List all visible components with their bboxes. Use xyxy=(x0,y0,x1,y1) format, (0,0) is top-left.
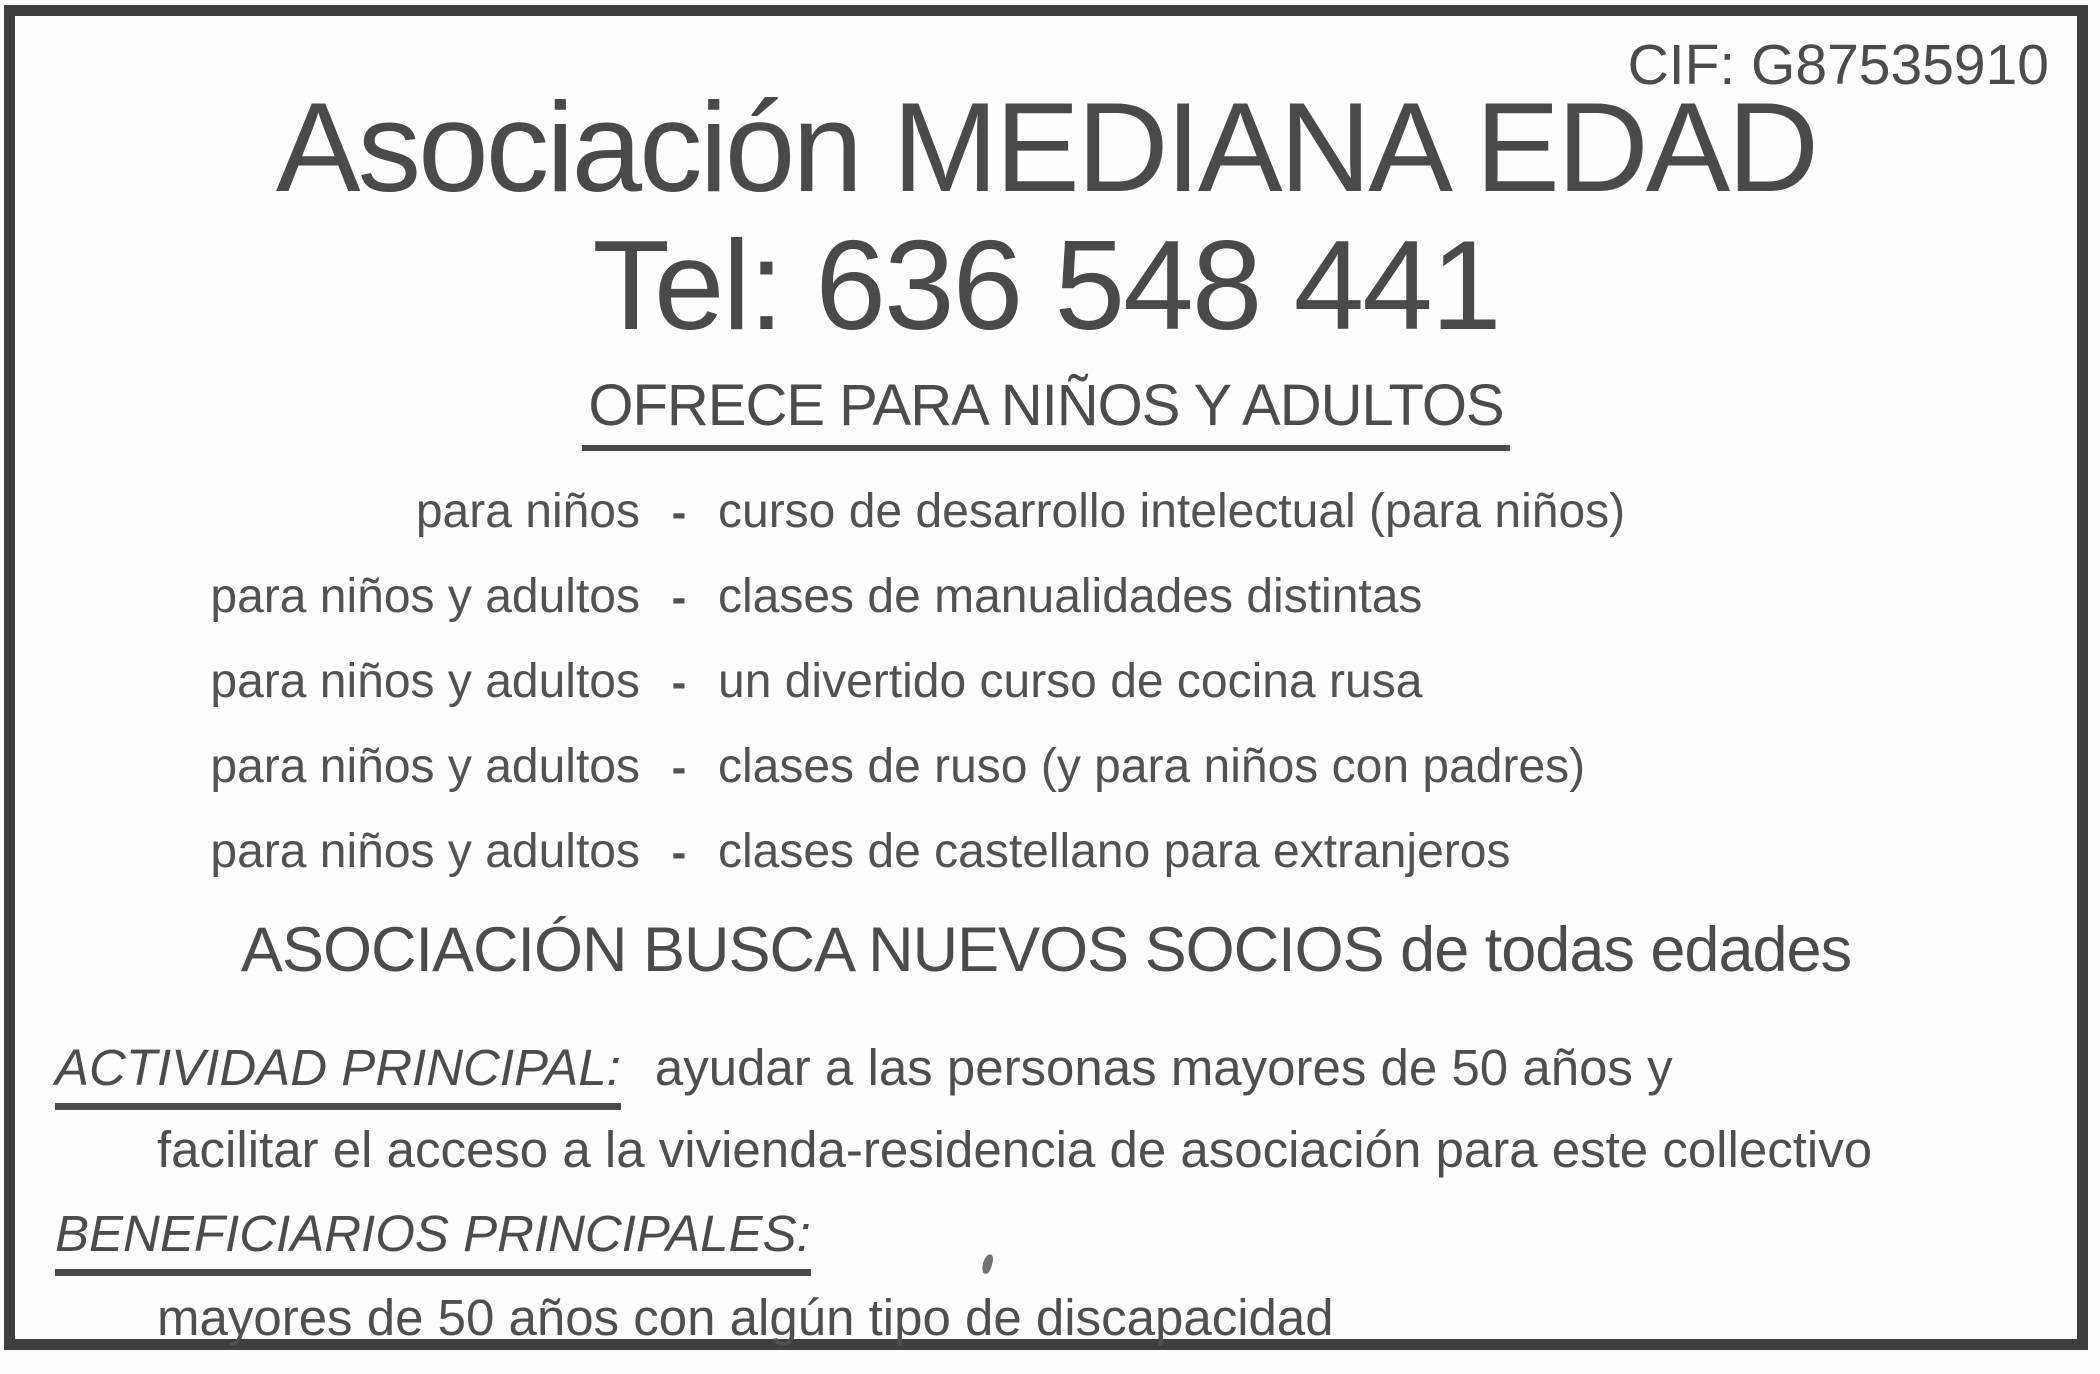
phone-number: Tel: 636 548 441 xyxy=(592,214,1500,356)
offer-activity: clases de castellano para extranjeros xyxy=(718,825,1511,878)
offers-heading-wrap xyxy=(15,372,2077,451)
offer-separator: - xyxy=(671,658,687,707)
main-activity-label: ACTIVIDAD PRINCIPAL: xyxy=(55,1039,621,1110)
offer-activity: curso de desarrollo intelectual (para niños) xyxy=(718,485,1626,538)
offer-separator: - xyxy=(671,488,687,537)
offer-separator: - xyxy=(671,573,687,622)
offer-activity: clases de manualidades distintas xyxy=(718,570,1423,623)
offer-row xyxy=(15,824,2077,909)
beneficiaries-section xyxy=(55,1204,811,1263)
page-border-frame xyxy=(4,5,2088,1350)
offer-row xyxy=(15,569,2077,654)
offer-activity: clases de ruso (y para niños con padres) xyxy=(718,740,1586,793)
scan-artifact-mark xyxy=(981,1253,995,1275)
offer-row xyxy=(15,654,2077,739)
offer-audience: para niños xyxy=(415,485,640,538)
beneficiaries-text: mayores de 50 años con algún tipo de discapacidad xyxy=(157,1289,1334,1346)
offer-row xyxy=(15,739,2077,824)
main-activity-continuation: facilitar el acceso a la vivienda-residencia de asociación para este collectivo xyxy=(157,1121,1873,1178)
offer-audience: para niños y adultos xyxy=(210,655,640,708)
offer-audience: para niños y adultos xyxy=(210,570,640,623)
cif-number: CIF: G87535910 xyxy=(1627,33,2049,97)
organization-title: Asociación MEDIANA EDAD xyxy=(275,76,1817,218)
beneficiaries-label: BENEFICIARIOS PRINCIPALES: xyxy=(55,1205,811,1276)
offer-audience: para niños y adultos xyxy=(210,740,640,793)
offer-activity: un divertido curso de cocina rusa xyxy=(718,655,1423,708)
offers-heading: OFRECE PARA NIÑOS Y ADULTOS xyxy=(582,372,1509,451)
recruitment-line: ASOCIACIÓN BUSCA NUEVOS SOCIOS de todas edades xyxy=(240,915,1852,985)
offer-separator: - xyxy=(671,828,687,877)
main-activity-line xyxy=(55,1038,1673,1097)
main-activity-text: ayudar a las personas mayores de 50 años y xyxy=(654,1039,1673,1096)
offer-audience: para niños y adultos xyxy=(210,825,640,878)
offer-separator: - xyxy=(671,743,687,792)
offers-list xyxy=(15,484,2077,909)
offer-row xyxy=(15,484,2077,569)
